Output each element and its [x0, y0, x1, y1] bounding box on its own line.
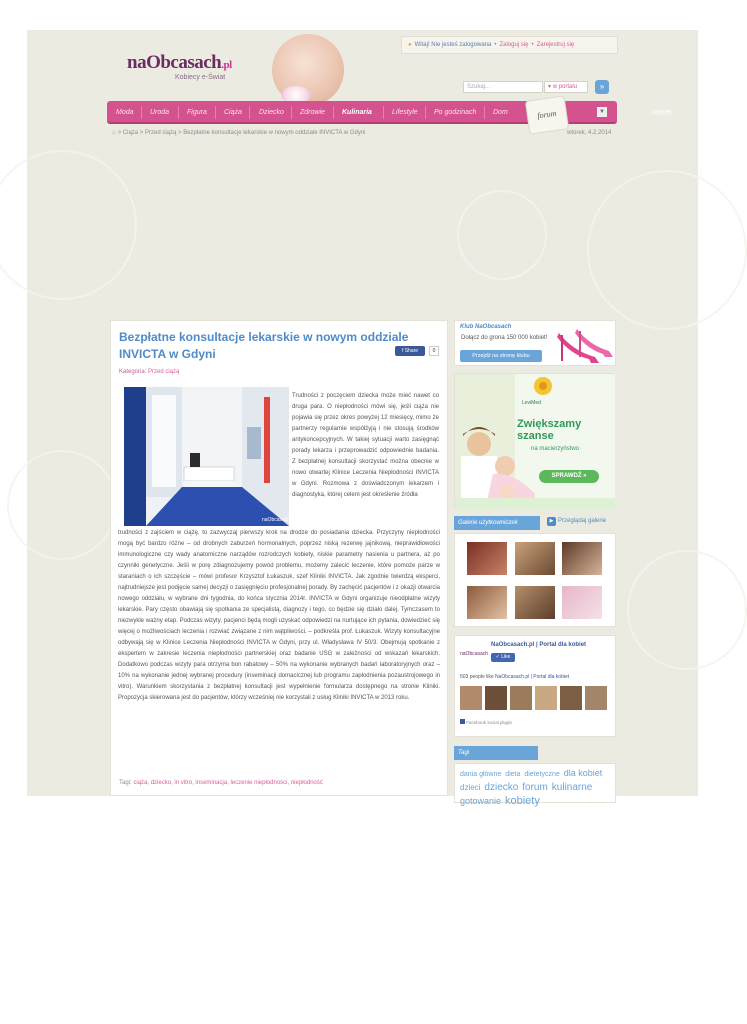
gallery-thumbnail[interactable] [562, 542, 602, 575]
facebook-like-count [460, 674, 569, 680]
decorative-swirl [627, 550, 747, 670]
logo-main: naObcasach [127, 52, 222, 73]
nav-more[interactable]: więcej [652, 109, 672, 116]
article-category [119, 369, 179, 375]
article-intro: Trudności z poczęciem dziecka może mieć nawet co druga para. O niepłodności mówi się, jeśli ciąża nie pojawia się przez okres powyżej 12 miesięcy, mimo że partnerzy regularnie współżyją i nie stosują środków antykoncepcyjnych. W takiej sytuacji warto zasięgnąć porady lekarza i przeprowadzić odpowiednie badania. Z bezpłatnej konsultacji skorzystać można obecnie w nowo otwartej Klinice Leczenia Niepłodności INVICTA w Gdyni. Rozmowa z doświadczonym lekarzem i diagnostyka, której celem jest określenie źródła [292, 393, 439, 498]
nav-item-lifestyle[interactable]: Lifestyle [392, 109, 418, 116]
tag-cloud-item[interactable]: dania główne [460, 771, 502, 778]
search-scope-select[interactable]: ▾ w portalu [544, 81, 588, 93]
clinic-room-image [124, 387, 296, 526]
tag-link[interactable]: ciąża [133, 780, 148, 786]
photo-watermark: naObcasach.pl [262, 517, 296, 523]
nav-item-dziecko[interactable]: Dziecko [259, 109, 284, 116]
site-logo[interactable] [127, 52, 257, 92]
tag-link[interactable]: inseminacja [195, 780, 228, 786]
login-greeting: Witaj! Nie jesteś zalogowana [414, 42, 492, 48]
arrow-right-icon: ▶ [547, 517, 556, 526]
lock-icon: ● [408, 42, 412, 48]
tag-cloud-item[interactable]: dla kobiet [563, 768, 603, 778]
breadcrumb-item[interactable]: Ciąża [122, 130, 139, 136]
facebook-icon: f [401, 348, 404, 354]
breadcrumb-current: Bezpłatne konsultacje lekarskie w nowym oddziale INVICTA w Gdyni [183, 130, 366, 136]
ad-check-button[interactable]: SPRAWDŹ » [539, 470, 599, 483]
article-title: Bezpłatne konsultacje lekarskie w nowym oddziale INVICTA w Gdyni [119, 330, 409, 361]
tag-link[interactable]: dziecko [150, 780, 172, 786]
tag-cloud-item[interactable]: dietetyczne [524, 771, 560, 778]
decorative-swirl [7, 450, 117, 560]
facebook-icon [460, 719, 465, 724]
tag-link[interactable]: niepłodność [290, 780, 323, 786]
klub-title: Klub NaObcasach [460, 324, 512, 330]
facebook-count-page[interactable]: NaObcasach.pl | Portal dla kobiet [495, 674, 570, 680]
gallery-browse-label: Przeglądaj galerie [558, 518, 607, 524]
nav-item-kulinaria[interactable]: Kulinaria [342, 109, 372, 116]
tag-cloud-title: Tagi [454, 746, 538, 760]
nav-item-dom[interactable]: Dom [493, 109, 508, 116]
decorative-swirl [0, 150, 137, 300]
forum-badge[interactable]: forum [525, 95, 569, 134]
register-link[interactable]: Zarejestruj się [536, 42, 575, 48]
nav-item-uroda[interactable]: Uroda [150, 109, 170, 116]
klub-button[interactable]: Przejdź na stronę klubu [460, 350, 542, 362]
nav-item-ciaza[interactable]: Ciąża [224, 109, 242, 116]
tag-cloud-item[interactable]: forum [522, 782, 548, 793]
logo-tld: .pl [221, 59, 232, 71]
tag-cloud [454, 763, 616, 807]
logo-subtitle: Kobiecy e-Świat [175, 74, 226, 81]
advertisement[interactable] [454, 373, 614, 509]
search-button[interactable]: » [595, 80, 609, 94]
klub-text: Dołącz do grona 150 000 kobiet! [461, 335, 548, 341]
tag-cloud-item[interactable]: gotowanie [460, 796, 502, 806]
share-label: Share [404, 348, 419, 354]
facebook-like-button[interactable] [491, 653, 515, 662]
nav-item-figura[interactable]: Figura [187, 109, 207, 116]
search-scope-label: w portalu [552, 84, 578, 90]
tag-link[interactable]: leczenie niepłodności [230, 780, 288, 786]
tag-cloud-item[interactable]: kulinarne [551, 782, 593, 793]
facebook-like-label: Like [501, 654, 511, 660]
fan-avatar[interactable] [510, 686, 532, 710]
chevron-down-icon[interactable]: ▼ [597, 107, 607, 117]
facebook-plugin-note [460, 719, 512, 725]
ad-headline: Zwiększamy szanse [517, 418, 582, 442]
fan-avatar[interactable] [535, 686, 557, 710]
category-link[interactable]: Przed ciążą [148, 369, 180, 375]
nav-item-po-godzinach[interactable]: Po godzinach [434, 109, 477, 116]
fan-avatar[interactable] [460, 686, 482, 710]
ad-brand: LeviMed [522, 400, 541, 406]
fan-avatar[interactable] [585, 686, 607, 710]
facebook-count-text: 503 people like [460, 674, 494, 680]
decorative-swirl [457, 190, 547, 280]
gallery-thumbnail[interactable] [467, 586, 507, 619]
article-body: trudności z zajściem w ciążę, to zazwyczaj pierwszy krok na drodze do posiadania dziecka. Przyczyny niepłodności mogą być bardzo różne – od drobnych zaburzeń hormonalnych, poprzez niską rezerwę jajnikową, nieprawidłowości immunologiczne czy wady anatomiczne narządów rozrodczych kobiety, niskie parametry nasienia u partnera, aż po czynniki genetyczne. Jeśli w porę zdiagnozujemy powód problemu, możemy zalecić leczenie, które pomoże parze w staraniach o ich szczęście – mówi profesor Krzysztof Łukaszuk, szef Kliniki INVICTA. Jak zgodnie twierdzą eksperci, najtrudniejsze jest podjęcie samej decyzji o zasięgnięciu profesjonalnej porady. By zachęcić pacjentów i z okazji otwarcia nowego oddziału, w wybrane dni tygodnia, do końca stycznia 2014r. INVICTA w Gdyni organizuje nieodpłatne wizyty lekarskie. Pary często obawiają się spotkania ze specjalistą, diagnozy i tego, co będzie się działo dalej. Tymczasem to niezwykle ważny etap. Podczas wizyty, pacjenci będą mogli uzyskać odpowiedzi na nurtujące ich pytania, dowiedzieć się więcej o możliwościach leczenia i rozwiać związane z nim wątpliwości. – podkreśla prof. Łukaszuk. Wizyty konsultacyjne odbywają się w Klinice Leczenia Niepłodności INVICTA w Gdyni, przy ul. Władysława IV 50/3. Obejmują spotkanie z ekspertem w zakresie leczenia niepłodności partnerskiej oraz badanie USG w zależności od wskazań lekarskich. Dodatkowo podczas wizyty para otrzyma bon rabatowy – 50% na wykonanie wybranych badań laboratoryjnych oraz – 10% na wykonanie jednej wybranej procedury (inseminacji domacicznej lub programu zapłodnienia pozaustrojowego in vitro). Warunkiem skorzystania z bezpłatnej konsultacji jest wypełnienie formularza dostępnego na stronie Kliniki. Propozycja skierowana jest do pacjentów, którzy wcześniej nie korzystali z usług Kliniki INVICTA w 2013 roku. [118, 530, 440, 701]
breadcrumb-item[interactable]: Przed ciążą [144, 130, 177, 136]
nav-item-zdrowie[interactable]: Zdrowie [300, 109, 325, 116]
tag-cloud-item[interactable]: kobiety [505, 795, 540, 807]
ad-illustration [455, 374, 615, 510]
gallery-grid [454, 533, 616, 627]
facebook-plugin-label: Facebook social plugin [466, 720, 513, 725]
current-date: wtorek, 4.2.2014 [567, 130, 612, 136]
gallery-browse-link[interactable] [547, 517, 606, 526]
tag-cloud-item[interactable]: dziecko [484, 782, 519, 793]
facebook-page-logo[interactable] [460, 648, 489, 658]
facebook-widget [454, 635, 616, 737]
thumbs-up-icon: ✓ [495, 654, 500, 660]
article-tags: Tagi: ciąża, dziecko, in vitro, inseminacja, leczenie niepłodności, niepłodność [119, 780, 323, 786]
high-heels-image [555, 323, 615, 365]
gallery-thumbnail[interactable] [562, 586, 602, 619]
home-icon[interactable]: ⌂ [112, 130, 116, 136]
tag-link[interactable]: in vitro [174, 780, 193, 786]
fan-avatar[interactable] [485, 686, 507, 710]
gallery-title: Galerie użytkowniczek [454, 516, 540, 530]
page-canvas [27, 30, 698, 807]
tags-label: Tagi: [119, 780, 132, 786]
facebook-page-name[interactable]: NaObcasach.pl | Portal dla kobiet [491, 642, 587, 648]
login-link[interactable]: Zaloguj się [499, 42, 529, 48]
gallery-thumbnail[interactable] [515, 542, 555, 575]
nav-item-moda[interactable]: Moda [116, 109, 134, 116]
facebook-share-button[interactable] [395, 346, 425, 356]
share-count: 0 [429, 346, 439, 356]
decorative-swirl [587, 170, 747, 330]
fan-avatar[interactable] [560, 686, 582, 710]
gallery-thumbnail[interactable] [515, 586, 555, 619]
login-bar: ● Witaj! Nie jesteś zalogowana • Zaloguj się • Zarejestruj się [401, 36, 618, 54]
breadcrumb: ⌂ > Ciąża > Przed ciążą > Bezpłatne konsultacje lekarskie w nowym oddziale INVICTA w Gdyni [112, 130, 366, 136]
svg-text:naObcasach: naObcasach [460, 651, 489, 657]
ad-subline: na macierzyństwo [531, 446, 580, 452]
gallery-thumbnail[interactable] [467, 542, 507, 575]
category-label: Kategoria: [119, 369, 147, 375]
search-input[interactable]: Szukaj... [463, 81, 543, 93]
article [110, 320, 448, 796]
tag-cloud-item[interactable]: dieta [505, 771, 521, 778]
tag-cloud-item[interactable]: dzieci [460, 783, 481, 792]
klub-widget [454, 320, 616, 366]
article-photo [124, 387, 296, 526]
